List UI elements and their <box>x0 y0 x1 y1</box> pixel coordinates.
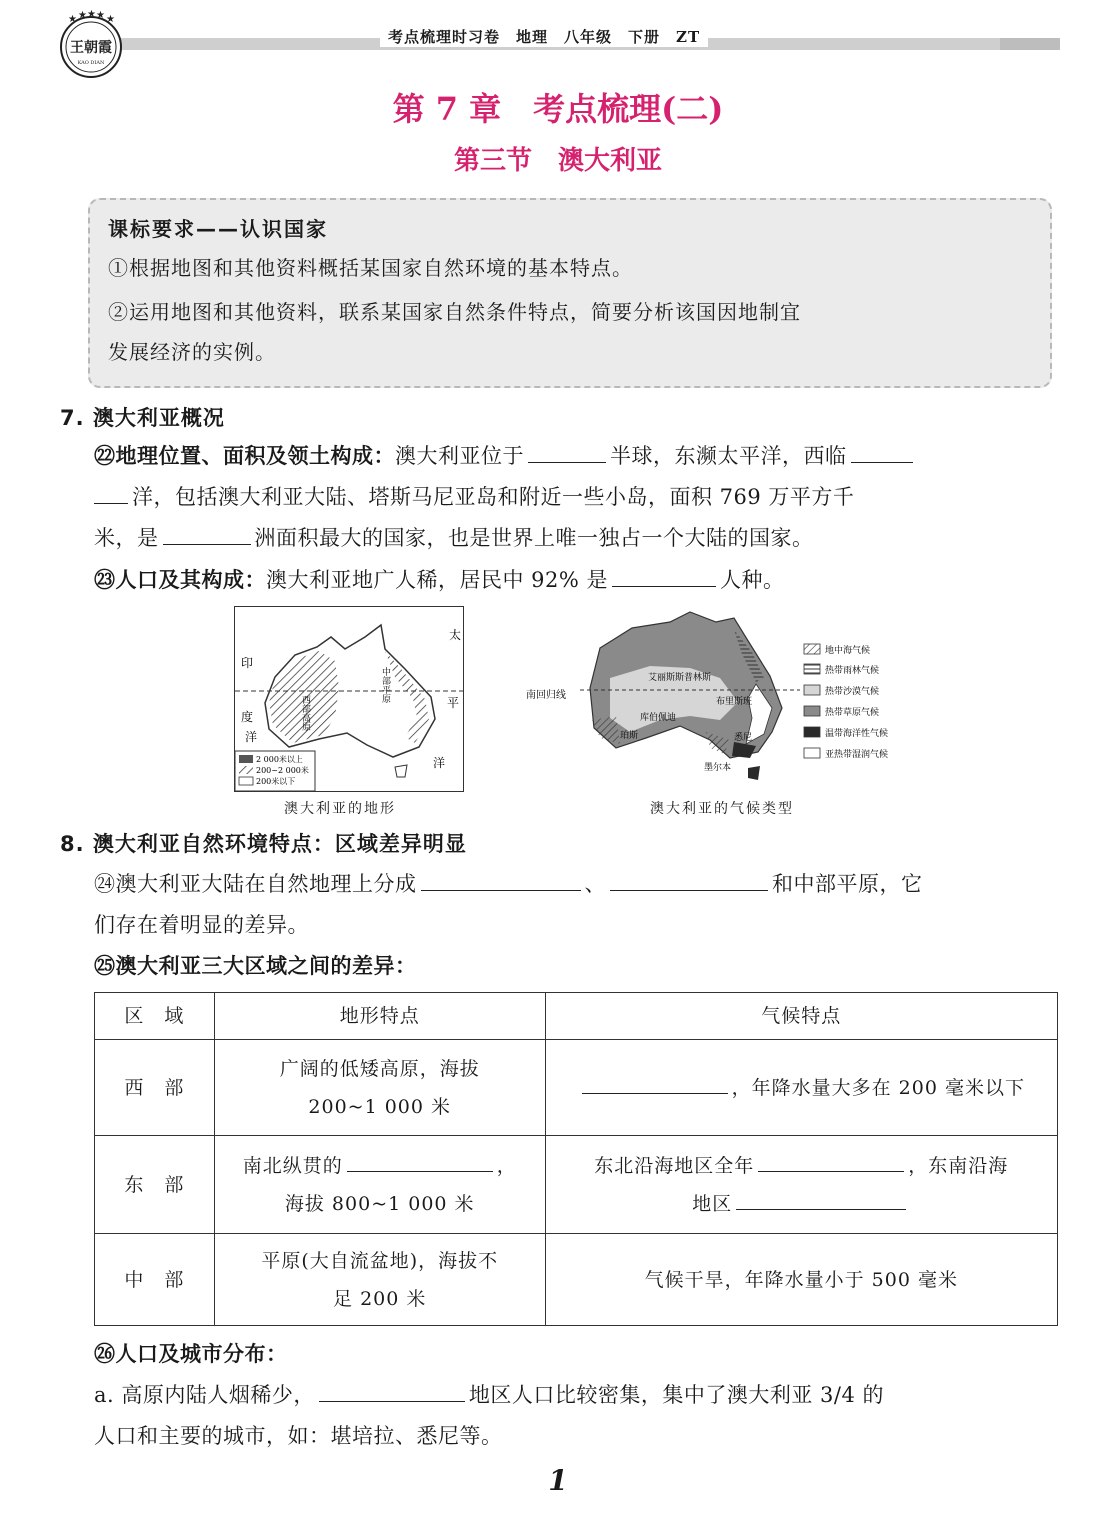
west-climate-text: ，年降水量大多在 200 毫米以下 <box>731 1076 1025 1099</box>
label-yang-west: 洋 <box>245 730 258 744</box>
q25-label: ㉕澳大利亚三大区域之间的差异： <box>94 954 417 978</box>
legend-subtropical: 亚热带湿润气候 <box>825 750 889 760</box>
q8-paragraph-25 <box>94 946 1056 987</box>
svg-text:KAO DIAN: KAO DIAN <box>77 60 105 66</box>
standard-item-2-cont: 发展经济的实例。 <box>108 340 276 364</box>
label-brisbane: 布里斯班 <box>716 697 753 707</box>
th-region: 区 域 <box>95 993 215 1040</box>
q7-paragraph-22 <box>94 436 1056 559</box>
cell-west-terrain <box>214 1040 545 1136</box>
standards-heading: 课标要求——认识国家 <box>108 217 328 241</box>
label-melbourne: 墨尔本 <box>704 763 732 773</box>
q24-text-c: 和中部平原，它 <box>772 872 923 896</box>
legend-desert: 热带沙漠气候 <box>825 687 880 697</box>
blank-east-terrain[interactable] <box>347 1150 493 1172</box>
blank-ocean-part1[interactable] <box>851 441 913 463</box>
legend-swatch-oceanic <box>804 727 820 737</box>
label-ping: 平 <box>447 696 460 710</box>
q7-heading: 7. 澳大利亚概况 <box>60 406 225 430</box>
label-coober-pedy: 库伯佩迪 <box>640 713 677 723</box>
climate-map <box>520 608 940 798</box>
svg-text:★: ★ <box>78 10 87 21</box>
q26-paragraph <box>94 1334 1056 1457</box>
q22-text-d: 米，是 <box>94 526 159 550</box>
svg-text:★: ★ <box>68 14 77 25</box>
east-climate-b: ，东南沿海 <box>908 1154 1009 1177</box>
q22-label: ㉒地理位置、面积及领土构成： <box>94 444 395 468</box>
climate-legend <box>804 644 888 760</box>
blank-ocean-part2[interactable] <box>94 482 128 504</box>
svg-text:★: ★ <box>87 10 96 20</box>
tasmania <box>395 765 407 777</box>
legend-swatch-desert <box>804 685 820 695</box>
th-climate: 气候特点 <box>545 993 1057 1040</box>
curriculum-standards-box <box>88 198 1052 388</box>
standard-item-2: ②运用地图和其他资料，联系某国家自然条件特点，简要分析该国因地制宜 <box>108 300 801 324</box>
label-sydney: 悉尼 <box>734 733 753 743</box>
q22-text-a: 澳大利亚位于 <box>395 444 524 468</box>
q22-text-e: 洲面积最大的国家，也是世界上唯一独占一个大陆的国家。 <box>254 526 814 550</box>
q8-heading: 8. 澳大利亚自然环境特点：区域差异明显 <box>60 832 467 856</box>
blank-hemisphere[interactable] <box>528 441 606 463</box>
publisher-logo-icon <box>56 10 126 80</box>
central-terrain-line1: 平原(大自流盆地)，海拔不 <box>261 1249 499 1272</box>
running-header: 考点梳理时习卷 地理 八年级 下册 ZT <box>380 26 708 47</box>
table-row-east <box>95 1136 1058 1234</box>
cell-central-climate: 气候干旱，年降水量小于 500 毫米 <box>545 1234 1057 1326</box>
svg-text:王朝霞: 王朝霞 <box>70 40 112 56</box>
tasmania-climate <box>748 766 760 780</box>
east-terrain-line1: 南北纵贯的 <box>242 1154 343 1177</box>
blank-continent[interactable] <box>163 523 251 545</box>
cell-central-region: 中 部 <box>95 1234 215 1326</box>
terrain-map-drawing <box>235 607 463 791</box>
west-terrain-line2: 200~1 000 米 <box>308 1095 452 1118</box>
east-terrain-comma: ， <box>496 1154 517 1177</box>
label-du: 度 <box>241 710 254 724</box>
q24-sep: 、 <box>584 872 606 896</box>
q7-paragraph-23 <box>94 560 1056 601</box>
legend-rainforest: 热带雨林气候 <box>825 666 880 676</box>
east-climate-c: 地区 <box>692 1192 733 1215</box>
cell-east-climate <box>545 1136 1057 1234</box>
climate-map-caption: 澳大利亚的气候类型 <box>650 801 794 817</box>
svg-text:★: ★ <box>96 10 105 21</box>
east-terrain-line2: 海拔 800~1 000 米 <box>284 1192 475 1215</box>
blank-race[interactable] <box>612 565 716 587</box>
terrain-map <box>234 606 464 792</box>
legend-low: 200米以下 <box>256 777 296 786</box>
q22-text-c: 洋，包括澳大利亚大陆、塔斯马尼亚岛和附近一些小岛，面积 769 万平方千 <box>132 485 855 509</box>
q26-text-a3: 人口和主要的城市，如：堪培拉、悉尼等。 <box>94 1424 503 1448</box>
q23-text-a: 澳大利亚地广人稀，居民中 92% 是 <box>266 568 609 592</box>
region-comparison-table <box>94 992 1058 1326</box>
label-central-plain: 中部平原 <box>380 667 390 703</box>
q24-text-d: 们存在着明显的差异。 <box>94 913 309 937</box>
legend-high: 2 000米以上 <box>256 755 303 764</box>
q26-text-a2: 地区人口比较密集，集中了澳大利亚 3/4 的 <box>468 1383 885 1407</box>
section-title: 第三节 澳大利亚 <box>453 146 662 176</box>
label-perth: 珀斯 <box>620 731 639 741</box>
blank-dense-region[interactable] <box>319 1380 465 1402</box>
label-yang-east: 洋 <box>433 756 446 770</box>
legend-mid: 200~2 000米 <box>256 766 309 775</box>
legend-swatch-rainforest <box>804 664 820 674</box>
cell-central-terrain <box>214 1234 545 1326</box>
legend-savanna: 热带草原气候 <box>825 708 880 718</box>
legend-swatch-mid <box>239 766 253 774</box>
q26-label: ㉖人口及城市分布： <box>94 1342 288 1366</box>
legend-swatch-savanna <box>804 706 820 716</box>
table-row-west <box>95 1040 1058 1136</box>
q26-text-a1: a. 高原内陆人烟稀少， <box>94 1383 315 1407</box>
q22-text-b: 半球，东濒太平洋，西临 <box>610 444 847 468</box>
central-terrain-line2: 足 200 米 <box>333 1287 427 1310</box>
label-tropic: 南回归线 <box>526 690 566 701</box>
page-number: 1 <box>548 1464 568 1497</box>
th-terrain: 地形特点 <box>214 993 545 1040</box>
cell-west-climate <box>545 1040 1057 1136</box>
legend-swatch-high <box>239 755 253 763</box>
legend-mediterranean: 地中海气候 <box>825 646 871 656</box>
west-terrain-line1: 广阔的低矮高原，海拔 <box>279 1057 480 1080</box>
legend-swatch-low <box>239 777 253 785</box>
legend-swatch-subtropical <box>804 748 820 758</box>
cell-west-region: 西 部 <box>95 1040 215 1136</box>
label-yin: 印 <box>241 656 254 670</box>
blank-region-1[interactable] <box>421 869 581 891</box>
blank-east-climate-2[interactable] <box>736 1188 906 1210</box>
table-header-row <box>95 993 1058 1040</box>
standard-item-1: ①根据地图和其他资料概括某国家自然环境的基本特点。 <box>108 256 633 280</box>
blank-east-climate-1[interactable] <box>758 1150 904 1172</box>
svg-text:★: ★ <box>106 14 115 25</box>
table-row-central <box>95 1234 1058 1326</box>
east-climate-a: 东北沿海地区全年 <box>594 1154 755 1177</box>
chapter-title: 第 7 章 考点梳理(二) <box>392 90 724 128</box>
legend-swatch-mediterranean <box>804 644 820 654</box>
header-bar-accent <box>1000 38 1060 50</box>
blank-region-2[interactable] <box>610 869 768 891</box>
q24-text-a: ㉔澳大利亚大陆在自然地理上分成 <box>94 872 417 896</box>
terrain-map-caption: 澳大利亚的地形 <box>284 801 396 817</box>
q23-label: ㉓人口及其构成： <box>94 568 266 592</box>
q8-paragraph-24 <box>94 864 1056 946</box>
legend-oceanic: 温带海洋性气候 <box>825 729 889 739</box>
blank-west-climate[interactable] <box>582 1072 728 1094</box>
label-alice-springs: 艾丽斯斯普林斯 <box>648 673 712 683</box>
label-west-plateau: 西部高原 <box>300 695 310 731</box>
cell-east-region: 东 部 <box>95 1136 215 1234</box>
cell-east-terrain <box>214 1136 545 1234</box>
label-tai: 太 <box>449 628 462 642</box>
q23-text-b: 人种。 <box>720 568 785 592</box>
